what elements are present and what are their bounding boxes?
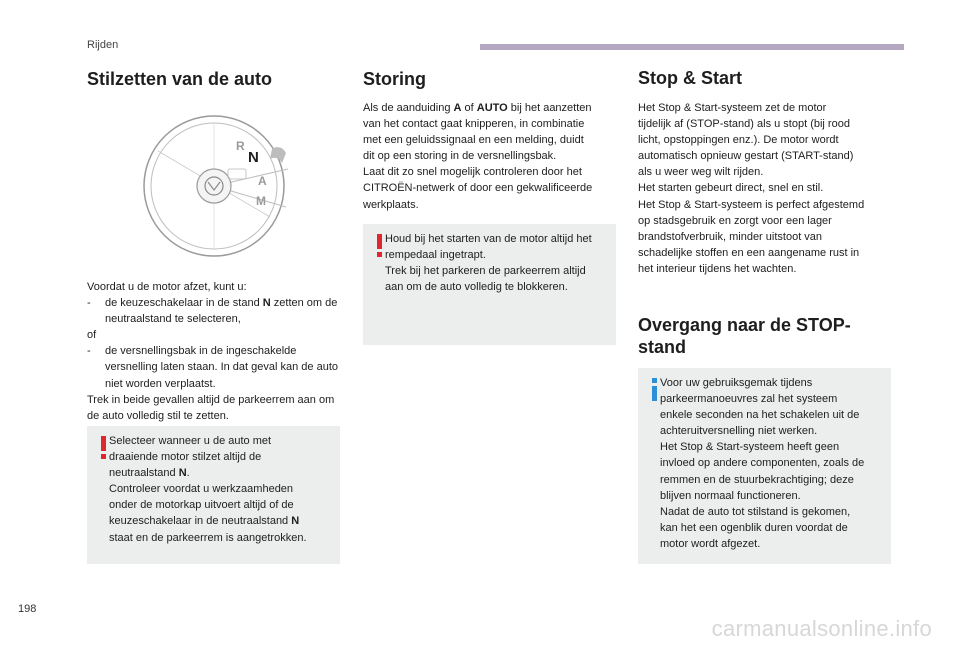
procedure-list bbox=[87, 295, 347, 327]
watermark: carmanualsonline.info bbox=[711, 616, 932, 641]
stop-start-text: Het Stop & Start-systeem zet de motor tijdelijk af (STOP-stand) als u stopt (bij rood licht, opstoppingen enz.). De motor wordt automatisch opnieuw gestart (START-stand) als u weer weg wilt rijden. Het starten gebeurt direct, snel en stil. Het Stop & Start-systeem is perfect afgestemd op stadsgebruik en zorgt voor een lager brandstofverbruik, minder uitstoot van schadelijke stoffen en een aangename rust in het interieur tijdens het wachten. bbox=[638, 102, 865, 275]
title-stilzetten: Stilzetten van de auto bbox=[87, 69, 273, 89]
page-number: 198 bbox=[18, 603, 37, 615]
gear-letter-r: R bbox=[236, 139, 245, 153]
procedure-text bbox=[87, 279, 347, 424]
closing-text: Trek in beide gevallen altijd de parkeerrem aan om de auto volledig stil te zetten. bbox=[87, 393, 335, 422]
gear-letter-a: A bbox=[258, 174, 267, 188]
list-item: - de keuzeschakelaar in de stand N zetten om de neutraalstand te selecteren, bbox=[87, 297, 338, 326]
warning-note-brake: Houd bij het starten van de motor altijd het rempedaal ingetrapt. Trek bij het parkeren de parkeerrem altijd aan om de auto volledig te blokkeren. bbox=[363, 224, 616, 345]
title-overgang-stop: Overgang naar de STOP- stand bbox=[638, 315, 851, 357]
header-bar bbox=[480, 44, 904, 50]
section-label: Rijden bbox=[87, 39, 119, 51]
intro-text: Voordat u de motor afzet, kunt u: bbox=[87, 281, 247, 293]
storing-text: Als de aanduiding A of AUTO bij het aanzetten van het contact gaat knipperen, in combinatie met een geluidssignaal en een melding, duidt dit op een storing in de versnellingsbak. Laat dit zo snel mogelijk controleren door het CITROËN-netwerk of door een gekwalificeerde werkplaats. bbox=[363, 102, 593, 211]
title-stop-start: Stop & Start bbox=[638, 68, 743, 88]
title-storing: Storing bbox=[363, 69, 426, 89]
warning-note-neutral: Selecteer wanneer u de auto met draaiende motor stilzet altijd de neutraalstand N. Controleer voordat u werkzaamheden onder de motorkap uitvoert altijd of de keuzeschakelaar in de neutraalstand N staat en de parkeerrem is aangetrokken. bbox=[87, 426, 340, 564]
info-note-parking: Voor uw gebruiksgemak tijdens parkeermanoeuvres zal het systeem enkele seconden na het schakelen uit de achteruitversnelling niet werken. Het Stop & Start-systeem heeft geen invloed op andere componenten, zoals de remmen en de stuurbekrachtiging; deze blijven normaal functioneren. Nadat de auto tot stilstand is gekomen, kan het een ogenblik duren voordat de motor wordt afgezet. bbox=[638, 368, 891, 564]
gear-letter-m: M bbox=[256, 194, 266, 208]
list-item: - de versnellingsbak in de ingeschakelde versnelling laten staan. In dat geval kan de auto niet worden verplaatst. bbox=[87, 345, 338, 390]
gear-letter-n: N bbox=[248, 149, 259, 166]
gear-selector-illustration bbox=[138, 109, 294, 263]
or-text: of bbox=[87, 329, 97, 342]
